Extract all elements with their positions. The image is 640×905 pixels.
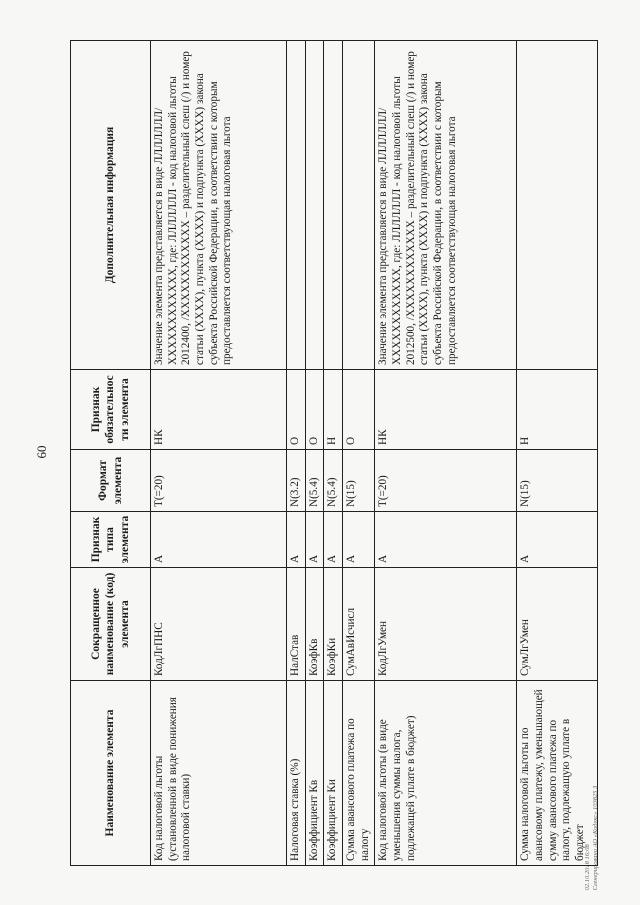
cell-format: N(15) <box>342 450 374 512</box>
cell-format: N(5.4) <box>305 450 324 512</box>
cell-format: N(15) <box>517 450 598 512</box>
table-row <box>287 41 306 866</box>
cell-required: Н <box>324 370 343 450</box>
table-row <box>305 41 324 866</box>
cell-info <box>342 41 374 370</box>
cell-code: СумЛгУмен <box>517 568 598 681</box>
cell-required: НК <box>375 370 517 450</box>
header-info: Дополнительная информация <box>71 41 151 370</box>
cell-code: КоэфКв <box>305 568 324 681</box>
header-name: Наименование элемента <box>71 681 151 866</box>
cell-name: Код налоговой льготы (установленной в виде понижения налоговой ставки) <box>151 681 287 866</box>
table-row <box>517 41 598 866</box>
table-row <box>324 41 343 866</box>
cell-code: КоэфКи <box>324 568 343 681</box>
cell-info <box>305 41 324 370</box>
table-row <box>375 41 517 866</box>
cell-required: НК <box>151 370 287 450</box>
cell-required: О <box>287 370 306 450</box>
cell-name: Коэффициент Ки <box>324 681 343 866</box>
cell-code: КодЛгПНС <box>151 568 287 681</box>
cell-format: T(=20) <box>375 450 517 512</box>
cell-type: А <box>324 512 343 568</box>
cell-type: А <box>305 512 324 568</box>
cell-name: Налоговая ставка (%) <box>287 681 306 866</box>
cell-name: Код налоговой льготы (в виде уменьшения суммы налога, подлежащей уплате в бюджет) <box>375 681 517 866</box>
cell-format: N(5.4) <box>324 450 343 512</box>
header-required: Признак обязательности элемента <box>71 370 151 450</box>
cell-type: А <box>151 512 287 568</box>
page-number: 60 <box>34 445 49 459</box>
cell-required: О <box>305 370 324 450</box>
cell-name: Коэффициент Кв <box>305 681 324 866</box>
cell-type: А <box>287 512 306 568</box>
rotated-table-wrapper <box>70 41 586 866</box>
cell-code: КодЛгУмен <box>375 568 517 681</box>
cell-info <box>324 41 343 370</box>
cell-code: СумАвИсчисл <box>342 568 374 681</box>
cell-info: Значение элемента представляется в виде ЛЛЛЛЛЛЛ/ХХХХХХХХХХХХ, где: ЛЛЛЛЛЛЛ - код налоговой льготы 2012500, /ХХХХХХХХХХХХ – разделительный слеш (/) и номер статьи (ХХХХ), пункта (ХХХХ) и подпункта (ХХХХ) закона субъекта Российской Федерации, в соответствии с которым предоставляется соответствующая налоговая льгота <box>375 41 517 370</box>
cell-type: А <box>342 512 374 568</box>
header-format: Формат элемента <box>71 450 151 512</box>
header-type: Признак типа элемента <box>71 512 151 568</box>
cell-code: НалСтав <box>287 568 306 681</box>
cell-name: Сумма налоговой льготы по авансовому платежу, уменьшающей сумму авансового платежа по налогу, подлежащую уплате в бюджет <box>517 681 598 866</box>
cell-name: Сумма авансового платежа по налогу <box>342 681 374 866</box>
stamp-date: 02.10.2018 16:08 <box>583 844 591 891</box>
stamp-source: Сгенерировано АО «Кодекс» 103825 3 <box>592 785 599 891</box>
cell-info <box>287 41 306 370</box>
element-table <box>70 40 598 866</box>
table-row <box>151 41 287 866</box>
cell-required: О <box>342 370 374 450</box>
cell-format: N(3.2) <box>287 450 306 512</box>
cell-info: Значение элемента представляется в виде ЛЛЛЛЛЛЛ/ХХХХХХХХХХХХ, где: ЛЛЛЛЛЛЛ - код налоговой льготы 2012400, /ХХХХХХХХХХХХ – разделительный слеш (/) и номер статьи (ХХХХ), пункта (ХХХХ) и подпункта (ХХХХ) закона субъекта Российской Федерации, в соответствии с которым предоставляется соответствующая налоговая льгота <box>151 41 287 370</box>
cell-format: T(=20) <box>151 450 287 512</box>
header-row <box>71 41 151 866</box>
header-code: Сокращенное наименование (код) элемента <box>71 568 151 681</box>
cell-required: Н <box>517 370 598 450</box>
cell-info <box>517 41 598 370</box>
table-row <box>342 41 374 866</box>
cell-type: А <box>517 512 598 568</box>
cell-type: А <box>375 512 517 568</box>
